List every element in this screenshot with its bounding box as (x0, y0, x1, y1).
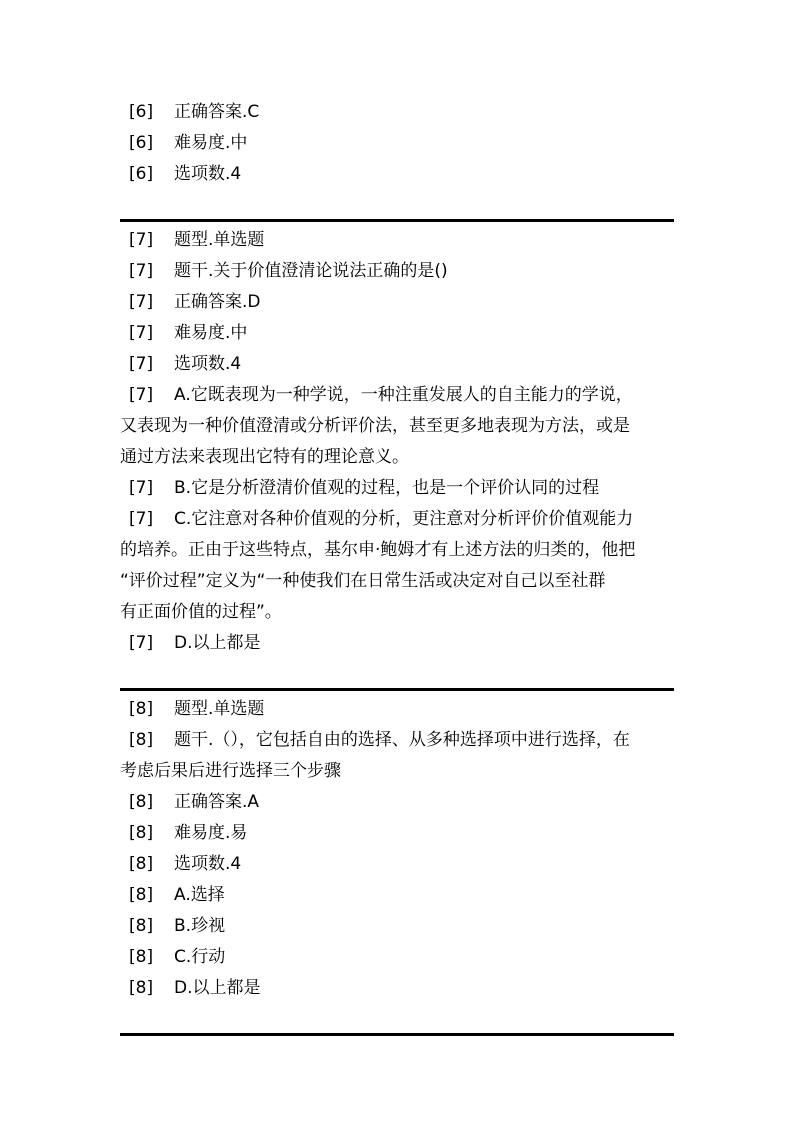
q7-type-line (120, 225, 674, 256)
q8-type: 题型.单选题 (174, 699, 265, 719)
q6-options-count: 选项数.4 (174, 164, 242, 184)
q7-tag: [7] (129, 478, 154, 498)
q7-difficulty-line (120, 318, 674, 349)
q7-option-c-line-1: C.它注意对各种价值观的分析，更注意对分析评价价值观能力 (174, 509, 634, 529)
q7-option-d-text: D.以上都是 (174, 633, 261, 653)
q7-tag: [7] (129, 323, 154, 343)
q6-answer: 正确答案.C (174, 102, 260, 122)
question-7-block (120, 225, 674, 659)
q8-tag: [8] (129, 823, 154, 843)
q8-tag: [8] (129, 699, 154, 719)
q7-options-count: 选项数.4 (174, 354, 242, 374)
q8-stem-line-1: 题干.（），它包括自由的选择、从多种选择项中进行选择，在 (174, 730, 630, 750)
q6-options-count-line (120, 159, 674, 190)
q7-answer-line (120, 287, 674, 318)
q7-option-a-line-2: 又表现为一种价值澄清或分析评价法，甚至更多地表现为方法，或是 (120, 416, 630, 436)
q8-option-c (120, 942, 674, 973)
q7-tag: [7] (129, 633, 154, 653)
q8-tag: [8] (129, 978, 154, 998)
q7-tag: [7] (129, 261, 154, 281)
q8-answer-line (120, 787, 674, 818)
q7-option-a (120, 380, 674, 473)
question-6-block (120, 97, 674, 190)
q8-option-d-text: D.以上都是 (174, 978, 261, 998)
q8-option-c-text: C.行动 (174, 947, 226, 967)
q8-tag: [8] (129, 730, 154, 750)
q7-option-d (120, 628, 674, 659)
q8-type-line (120, 694, 674, 725)
q7-options-count-line (120, 349, 674, 380)
q8-option-a-text: A.选择 (174, 885, 225, 905)
q7-option-b (120, 473, 674, 504)
q7-option-c-line-3: “评价过程”定义为“一种使我们在日常生活或决定对自己以至社群 (120, 571, 606, 591)
q8-difficulty-line (120, 818, 674, 849)
q6-tag: [6] (129, 133, 154, 153)
q7-option-c-line-2: 的培养。正由于这些特点，基尔申·鲍姆才有上述方法的归类的，他把 (120, 540, 636, 560)
q7-option-c (120, 504, 674, 628)
q8-option-a (120, 880, 674, 911)
q7-tag: [7] (129, 230, 154, 250)
separator-rule (120, 1033, 674, 1036)
q8-tag: [8] (129, 854, 154, 874)
q7-tag: [7] (129, 292, 154, 312)
q7-tag: [7] (129, 385, 154, 405)
q8-stem-line-2: 考虑后果后进行选择三个步骤 (120, 761, 341, 781)
q7-tag: [7] (129, 354, 154, 374)
question-8-block (120, 694, 674, 1004)
q6-answer-line (120, 97, 674, 128)
q8-tag: [8] (129, 916, 154, 936)
q8-option-d (120, 973, 674, 1004)
q7-tag: [7] (129, 509, 154, 529)
q8-options-count: 选项数.4 (174, 854, 242, 874)
q7-option-b-text: B.它是分析澄清价值观的过程，也是一个评价认同的过程 (174, 478, 600, 498)
q8-tag: [8] (129, 792, 154, 812)
q6-difficulty: 难易度.中 (174, 133, 248, 153)
q6-difficulty-line (120, 128, 674, 159)
q7-stem-line (120, 256, 674, 287)
q7-answer: 正确答案.D (174, 292, 261, 312)
q7-option-a-line-3: 通过方法来表现出它特有的理论意义。 (120, 447, 409, 467)
q6-tag: [6] (129, 164, 154, 184)
q8-tag: [8] (129, 885, 154, 905)
q8-answer: 正确答案.A (174, 792, 260, 812)
q6-tag: [6] (129, 102, 154, 122)
q7-option-a-line-1: A.它既表现为一种学说，一种注重发展人的自主能力的学说， (174, 385, 633, 405)
q7-stem: 题干.关于价值澄清论说法正确的是() (174, 261, 448, 281)
q8-tag: [8] (129, 947, 154, 967)
q8-stem (120, 725, 674, 787)
q8-difficulty: 难易度.易 (174, 823, 248, 843)
q8-option-b-text: B.珍视 (174, 916, 226, 936)
q8-option-b (120, 911, 674, 942)
q7-type: 题型.单选题 (174, 230, 265, 250)
q8-options-count-line (120, 849, 674, 880)
document-page (120, 97, 674, 1036)
q7-difficulty: 难易度.中 (174, 323, 248, 343)
q7-option-c-line-4: 有正面价值的过程”。 (120, 602, 282, 622)
